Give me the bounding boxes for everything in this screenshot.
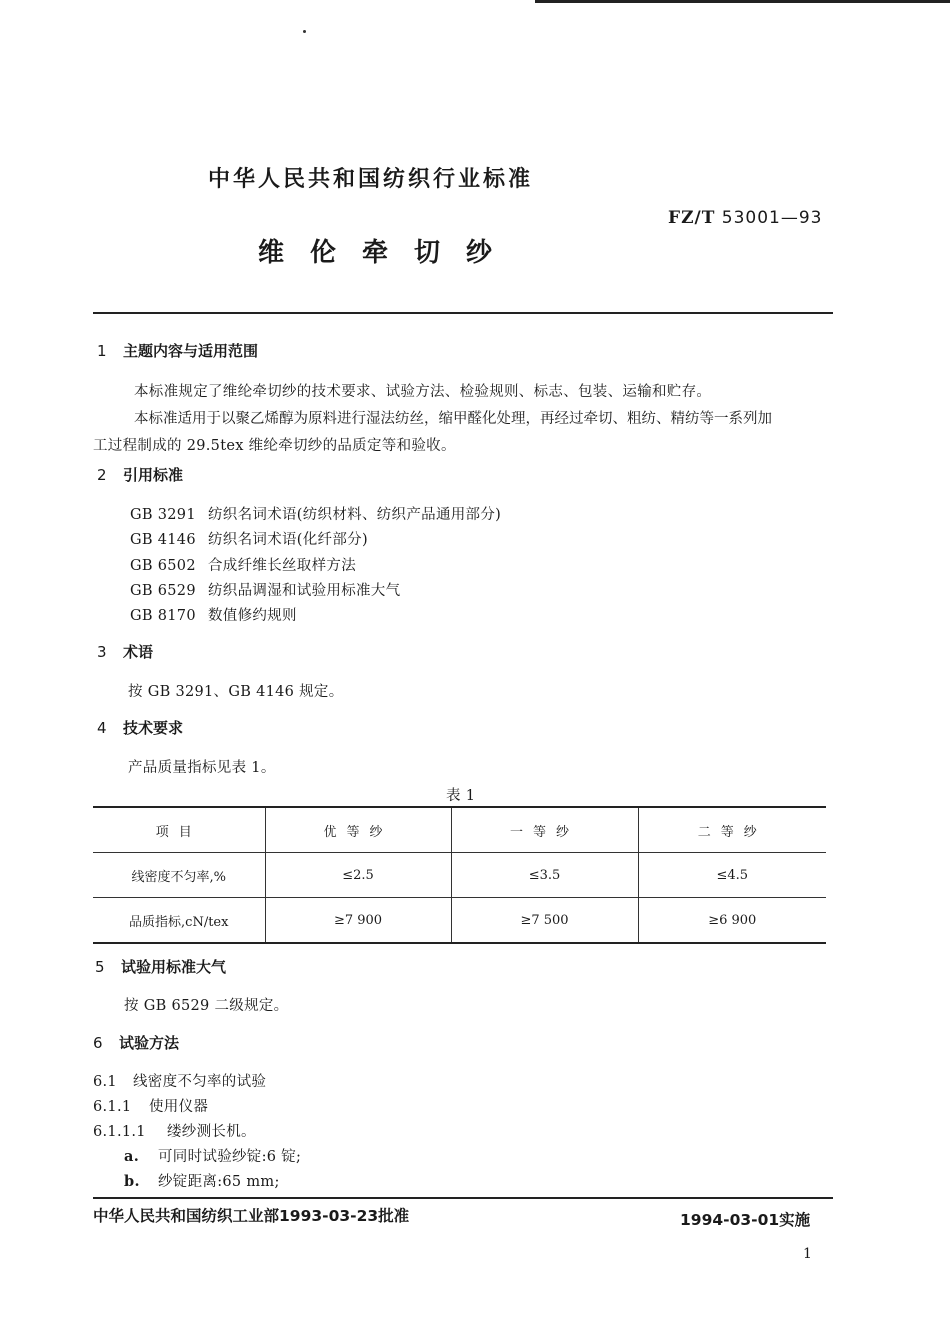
page-number: 1 [803, 1246, 812, 1262]
value-cell: ≤3.5 [451, 853, 638, 898]
section-number: 4 [97, 719, 107, 737]
section-title: 试验用标准大气 [121, 958, 227, 976]
reference-item [130, 528, 368, 549]
list-item-label: b. [124, 1173, 140, 1190]
value-cell: ≥7 500 [451, 898, 638, 944]
reference-text: 纺织名词术语(纺织材料、纺织产品通用部分) [208, 507, 502, 523]
table-row [93, 898, 826, 944]
section-title: 技术要求 [123, 719, 184, 737]
section-2-heading [97, 464, 183, 485]
reference-code: GB 6529 [130, 583, 196, 599]
list-item [124, 1145, 301, 1166]
section-number: 5 [95, 958, 105, 976]
section-1-heading [97, 340, 258, 361]
reference-item [130, 554, 356, 575]
section-title: 引用标准 [123, 466, 184, 484]
list-item-text: 纱锭距离:65 mm; [158, 1174, 280, 1190]
top-edge-rule [535, 0, 950, 3]
paragraph: 工过程制成的 29.5tex 维纶牵切纱的品质定等和验收。 [93, 438, 456, 454]
subsection-text: 线密度不匀率的试验 [133, 1074, 267, 1090]
subsection [93, 1070, 266, 1091]
scan-speck [303, 30, 306, 33]
footer-divider [93, 1197, 833, 1199]
standard-code-prefix: FZ/T [668, 208, 716, 228]
value-cell: ≥7 900 [265, 898, 451, 944]
reference-item [130, 503, 501, 524]
approval-line: 中华人民共和国纺织工业部1993-03-23批准 [93, 1207, 410, 1225]
list-item-label: a. [124, 1148, 140, 1165]
reference-item [130, 579, 400, 600]
header-cell: 项目 [93, 807, 265, 853]
standard-code-number: 53001—93 [721, 208, 823, 228]
reference-text: 数值修约规则 [208, 608, 297, 624]
section-3-heading [97, 641, 153, 662]
table-header-row [93, 807, 826, 853]
section-number: 3 [97, 643, 107, 661]
paragraph: 按 GB 6529 二级规定。 [124, 998, 289, 1014]
list-item-text: 可同时试验纱锭:6 锭; [158, 1149, 302, 1165]
paragraph: 本标准规定了维纶牵切纱的技术要求、试验方法、检验规则、标志、包装、运输和贮存。 [134, 384, 712, 400]
reference-code: GB 3291 [130, 507, 196, 523]
paragraph: 产品质量指标见表 1。 [128, 760, 276, 776]
reference-text: 合成纤维长丝取样方法 [208, 558, 356, 574]
effective-date: 1994-03-01实施 [680, 1211, 811, 1229]
section-title: 试验方法 [119, 1034, 180, 1052]
reference-code: GB 6502 [130, 558, 196, 574]
section-title: 术语 [123, 643, 154, 661]
paragraph: 按 GB 3291、GB 4146 规定。 [128, 684, 344, 700]
subsection [93, 1120, 256, 1141]
header-cell: 一等纱 [451, 807, 638, 853]
document-title: 维伦牵切纱 [258, 238, 519, 268]
reference-item [130, 604, 297, 625]
header-divider [93, 312, 833, 314]
section-title: 主题内容与适用范围 [123, 342, 259, 360]
section-number: 1 [97, 342, 107, 360]
subsection-number: 6.1 [93, 1074, 117, 1090]
reference-code: GB 4146 [130, 532, 196, 548]
reference-text: 纺织品调湿和试验用标准大气 [208, 583, 401, 599]
section-number: 2 [97, 466, 107, 484]
header-cell: 二等纱 [638, 807, 826, 853]
reference-text: 纺织名词术语(化纤部分) [208, 532, 368, 548]
row-label-cell: 品质指标,cN/tex [93, 898, 265, 944]
subsection-number: 6.1.1.1 [93, 1124, 146, 1140]
table-row [93, 853, 826, 898]
subsection [93, 1095, 208, 1116]
list-item [124, 1170, 280, 1191]
subsection-text: 使用仪器 [149, 1099, 209, 1115]
reference-code: GB 8170 [130, 608, 196, 624]
standard-code [668, 208, 822, 228]
section-5-heading [95, 956, 226, 977]
section-6-heading [93, 1032, 179, 1053]
subsection-text: 缕纱测长机。 [167, 1124, 256, 1140]
section-number: 6 [93, 1034, 103, 1052]
value-cell: ≤2.5 [265, 853, 451, 898]
section-4-heading [97, 717, 183, 738]
value-cell: ≥6 900 [638, 898, 826, 944]
paragraph: 本标准适用于以聚乙烯醇为原料进行湿法纺丝，缩甲醛化处理，再经过牵切、粗纺、精纺等一系列加 [134, 411, 772, 427]
standard-organization-title: 中华人民共和国纺织行业标准 [208, 167, 534, 192]
table-1 [93, 806, 826, 944]
header-cell: 优等纱 [265, 807, 451, 853]
table-caption: 表 1 [446, 788, 476, 804]
value-cell: ≤4.5 [638, 853, 826, 898]
subsection-number: 6.1.1 [93, 1099, 132, 1115]
row-label-cell: 线密度不匀率,% [93, 853, 265, 898]
